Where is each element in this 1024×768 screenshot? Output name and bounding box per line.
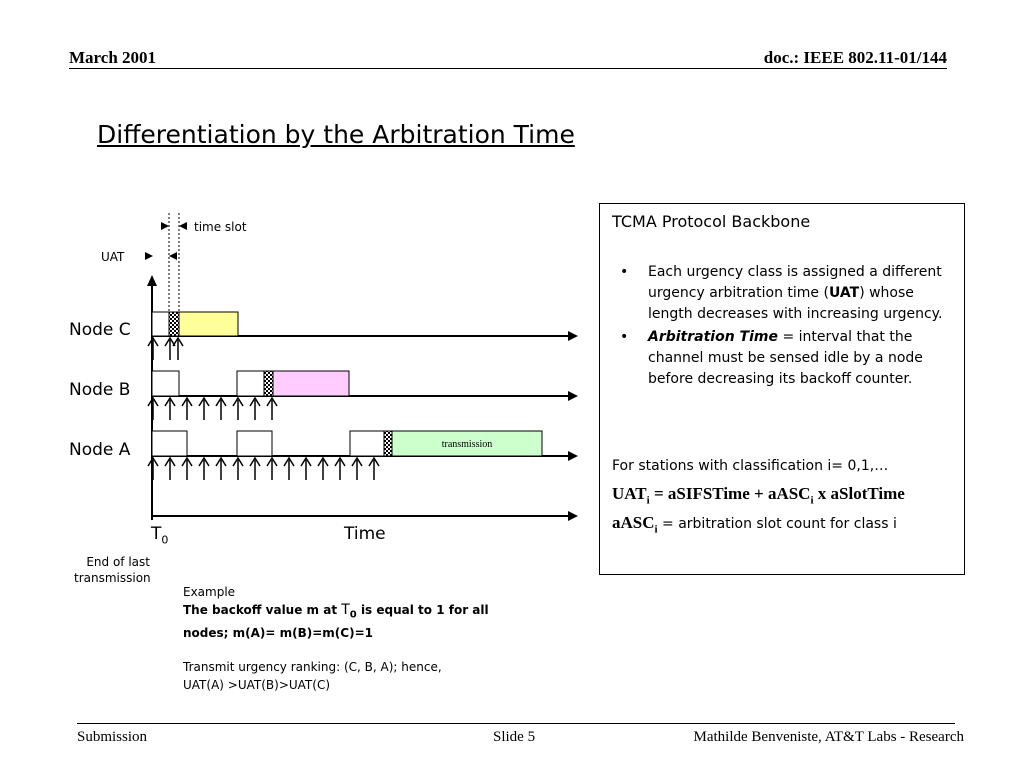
footer-slide-number: Slide 5 [493,729,536,745]
node-c-sifs-box [152,312,169,336]
time-axis-arrowhead [568,511,578,521]
node-a-box-2 [237,431,272,456]
node-b-label: Node B [69,380,131,400]
uat-label: UAT [101,250,125,264]
node-b-box-1 [152,371,179,396]
node-b-sense-arrows [148,398,277,420]
node-c-transmission-box [179,312,238,336]
panel-bullets [612,262,952,390]
time-axis-label: Time [344,524,386,544]
node-b-transmission-box [273,371,349,396]
node-c-sense-arrows [148,338,183,360]
panel-heading: TCMA Protocol Backbone [612,212,811,231]
time-slot-arrow-left [161,222,169,230]
node-b-slot-box [264,371,273,396]
example-block [183,583,489,694]
panel-bullet-2: • Arbitration Time = interval that the channel must be sensed idle by a node before decreasing its backoff counter. [620,329,923,387]
node-c-label: Node C [69,320,131,340]
example-ranking-line1: Transmit urgency ranking: (C, B, A); hence, [183,660,442,675]
panel-formula-1: $UAT_i$ = aSIFSTime + aASC$_i$ x aSlotTime [612,484,905,507]
example-backoff-line2: nodes; m(A)= m(B)=m(C)=1 [183,626,373,641]
header-doc-id: doc.: IEEE 802.11-01/144 [763,48,947,67]
header-date: March 2001 [69,48,157,67]
node-a-box-3 [350,431,384,456]
node-a-sense-arrows [148,458,379,480]
uat-arrow-right [169,252,177,260]
slide-title: Differentiation by the Arbitration Time [97,120,575,149]
footer-submission: Submission [77,729,148,745]
t0-label: $T_0$ [151,524,169,547]
uat-arrow-left [145,252,153,260]
node-b-box-2 [237,371,264,396]
example-backoff-line: The backoff value m at $T_0$ is equal to 1 for all [183,602,489,621]
panel-formula-2: aASC$_i$ = arbitration slot count for class i [612,513,897,536]
node-a-slot-box [384,431,392,456]
end-of-last-transmission-label: End of last transmission [74,555,151,585]
example-heading: Example [183,585,236,599]
time-slot-arrow-right [179,222,187,230]
footer-author: Mathilde Benveniste, AT&T Labs - Research [693,729,964,745]
node-c-slot-box [169,312,179,336]
transmission-label: transmission [441,439,493,450]
footer-rule [77,723,955,724]
panel-bullet-1: • Each urgency class is assigned a different urgency arbitration time (UAT) whose length decreases with increasing urgency. [620,264,943,322]
panel-stations-line: For stations with classification i= 0,1,… [612,458,889,474]
node-a-box-1 [152,431,187,456]
vertical-axis-arrowhead [147,275,157,286]
example-ranking-line2: UAT(A) >UAT(B)>UAT(C) [183,678,331,693]
tcma-panel [599,203,965,575]
node-a-label: Node A [69,440,131,460]
time-slot-label: time slot [194,220,247,234]
